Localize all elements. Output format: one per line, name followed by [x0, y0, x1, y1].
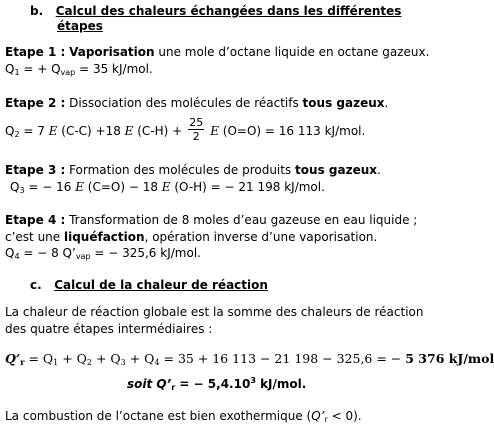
- etape2-label: Etape 2 :: [5, 96, 66, 110]
- intro-line2: des quatre étapes intermédiaires :: [5, 322, 213, 336]
- energy-symbol: E: [48, 124, 58, 138]
- section-b-title-line2-wrap: [57, 19, 103, 33]
- conclusion-q: Q’: [311, 409, 325, 423]
- etape4-text: Transformation de 8 moles d’eau gazeuse en eau liquide ;: [65, 213, 418, 227]
- eq-part: = Q: [24, 351, 54, 366]
- eq-mid: = + Q: [19, 62, 61, 76]
- eq-part: = 35 + 16 113 − 21 198 − 325,6 = −: [159, 351, 406, 366]
- etape2-text: Dissociation des molécules de réactifs: [65, 96, 303, 110]
- eq-sub: 4: [14, 252, 20, 261]
- conclusion-text: La combustion de l’octane est bien exothermique (: [5, 409, 312, 423]
- etape3-line: [5, 163, 381, 177]
- energy-symbol: E: [75, 180, 84, 194]
- eq-sub: r: [171, 383, 176, 392]
- eq-sub: 1: [14, 68, 20, 77]
- energy-symbol: E: [124, 124, 134, 138]
- energy-symbol: E: [210, 124, 219, 138]
- etape4-label: Etape 4 :: [5, 213, 66, 227]
- eq-q: Q: [5, 124, 15, 138]
- eq-lhs: Q’: [5, 351, 21, 366]
- etape4-text-a: c’est une: [5, 230, 64, 244]
- etape4-equation: [5, 246, 201, 260]
- etape1-text: une mole d’octane liquide en octane gazeux.: [154, 45, 430, 59]
- etape1-keyword: Vaporisation: [69, 45, 155, 59]
- eq-sub: 2: [86, 358, 92, 367]
- eq-part: (C-C) +18: [57, 124, 125, 138]
- section-b-marker: b.: [30, 4, 44, 18]
- etape4-line1: [5, 213, 417, 227]
- etape2-keyword: tous gazeux: [302, 96, 385, 110]
- eq-part: (C=O) − 18: [83, 180, 162, 194]
- eq-part: (C-H) +: [133, 124, 183, 138]
- section-c-marker: c.: [30, 278, 42, 292]
- eq-part: (O-H) = − 21 198 kJ/mol.: [170, 180, 325, 194]
- eq-sub: 3: [19, 186, 25, 195]
- soit-value: = − 5,4.10: [175, 377, 251, 391]
- main-equation: [5, 352, 494, 366]
- eq-result: 5 376 kJ/mol: [405, 351, 494, 366]
- eq-q: Q: [10, 180, 20, 194]
- conclusion-tail: < 0).: [327, 409, 362, 423]
- etape3-text: Formation des molécules de produits: [65, 163, 296, 177]
- eq-part: = − 16: [24, 180, 76, 194]
- eq-part: (O=O) = 16 113 kJ/mol.: [218, 124, 366, 138]
- etape3-keyword: tous gazeux: [295, 163, 377, 177]
- eq-sub: 4: [154, 358, 160, 367]
- etape4-line2: [5, 230, 377, 244]
- eq-part: = 7: [19, 124, 49, 138]
- soit-label: soit Q’: [127, 377, 172, 391]
- conclusion-line: [5, 409, 362, 423]
- etape3-equation: [10, 180, 325, 194]
- etape4-text-b: , opération inverse d’une vaporisation.: [144, 230, 378, 244]
- etape4-keyword: liquéfaction: [63, 230, 145, 244]
- section-b-title: [30, 4, 401, 18]
- section-b-title-line2: étapes: [57, 19, 103, 33]
- etape3-label: Etape 3 :: [5, 163, 66, 177]
- eq-sub: 2: [14, 130, 20, 139]
- eq-part: = − 325,6 kJ/mol.: [90, 246, 201, 260]
- eq-part: + Q: [58, 351, 87, 366]
- eq-part: = − 8 Q’: [19, 246, 76, 260]
- soit-exponent: 3: [250, 376, 256, 385]
- eq-sub: vap: [75, 252, 91, 261]
- eq-part: + Q: [125, 351, 155, 366]
- etape1-line: [5, 45, 429, 59]
- energy-symbol: E: [161, 180, 171, 194]
- soit-line: [127, 377, 306, 391]
- eq-sub: r: [324, 415, 328, 424]
- eq-sub: vap: [60, 68, 76, 77]
- fraction-numerator: 25: [189, 116, 204, 129]
- section-b-title-line1: Calcul des chaleurs échangées dans les différentes: [55, 4, 402, 18]
- etape1-label: Etape 1 :: [5, 45, 66, 59]
- section-c-title-text: Calcul de la chaleur de réaction: [54, 278, 268, 292]
- intro-line1: La chaleur de réaction globale est la somme des chaleurs de réaction: [5, 305, 424, 319]
- eq-sub: 1: [53, 358, 59, 367]
- etape3-tail: .: [376, 163, 381, 177]
- eq-sub: r: [20, 357, 25, 367]
- etape2-equation: [5, 118, 365, 145]
- eq-part: + Q: [92, 351, 121, 366]
- etape1-equation: [5, 62, 153, 76]
- fraction: [188, 116, 204, 143]
- eq-sub: 3: [120, 358, 126, 367]
- section-c-title: [30, 278, 268, 292]
- eq-end: = 35 kJ/mol.: [75, 62, 153, 76]
- soit-unit: kJ/mol.: [255, 377, 307, 391]
- fraction-denominator: 2: [192, 130, 200, 143]
- etape2-line: [5, 96, 388, 110]
- etape2-tail: .: [384, 96, 389, 110]
- eq-q: Q: [5, 246, 15, 260]
- eq-q: Q: [5, 62, 15, 76]
